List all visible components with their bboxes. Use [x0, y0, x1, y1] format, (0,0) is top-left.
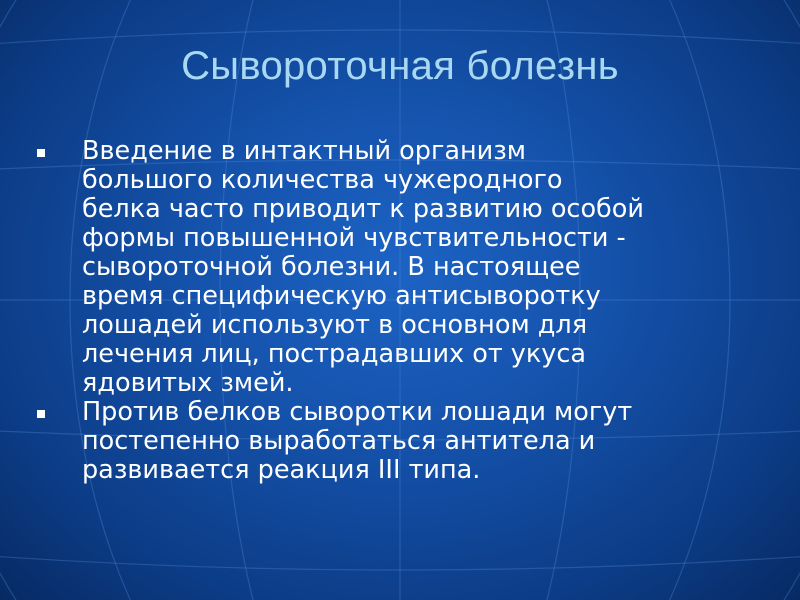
bullet-line: ядовитых змей.	[82, 368, 294, 398]
square-bullet-icon	[37, 149, 45, 157]
slide-title: Сывороточная болезнь	[181, 44, 619, 88]
bullet-list	[36, 137, 756, 485]
bullet-line: формы повышенной чувствительности -	[82, 223, 626, 253]
bullet-line: Введение в интактный организм	[82, 136, 527, 166]
bullet-line: время специфическую антисыворотку	[82, 281, 601, 311]
bullet-item-1	[36, 137, 756, 398]
bullet-line: большого количества чужеродного	[82, 165, 563, 195]
bullet-line: лошадей используют в основном для	[82, 310, 588, 340]
bullet-item-2	[36, 398, 756, 485]
square-bullet-icon	[37, 410, 45, 418]
bullet-line: Против белков сыворотки лошади могут	[82, 397, 633, 427]
bullet-line: лечения лиц, пострадавших от укуса	[82, 339, 587, 369]
bullet-line: развивается реакция III типа.	[82, 455, 481, 485]
bullet-line: белка часто приводит к развитию особой	[82, 194, 644, 224]
bullet-line: постепенно выработаться антитела и	[82, 426, 596, 456]
bullet-line: сывороточной болезни. В настоящее	[82, 252, 581, 282]
